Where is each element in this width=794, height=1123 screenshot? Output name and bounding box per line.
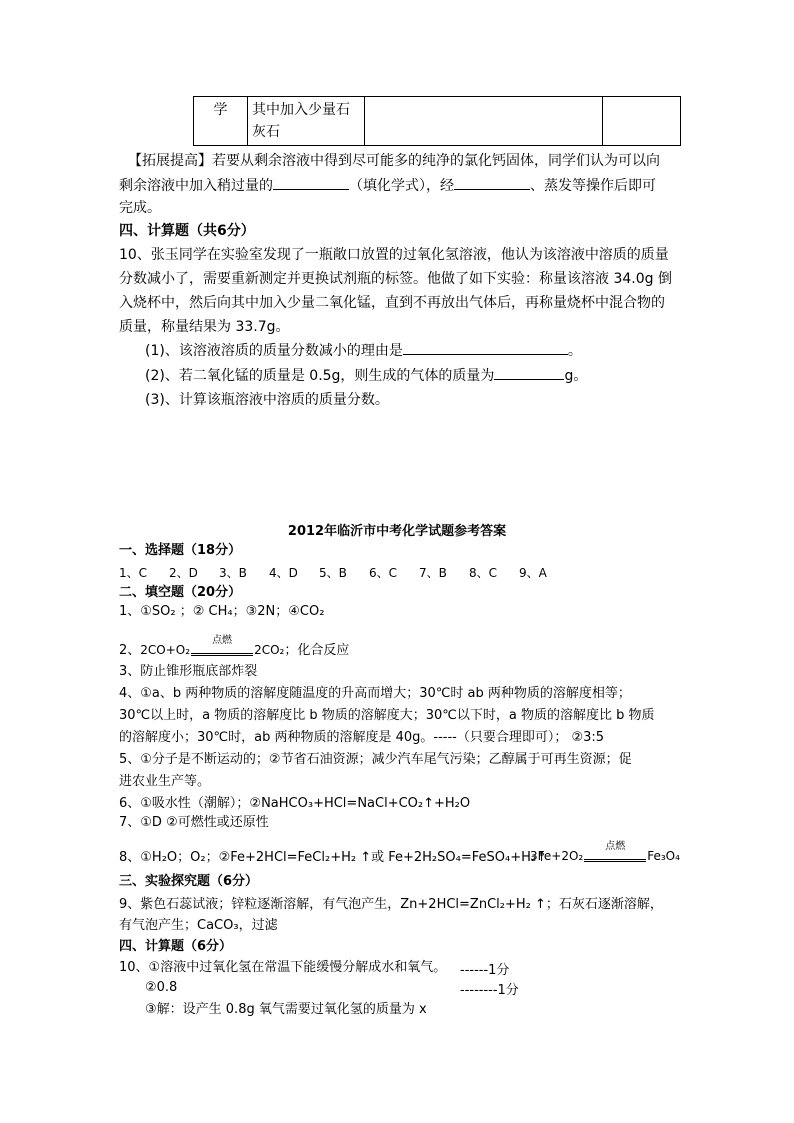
choice-answer: 3、B (219, 566, 247, 580)
score: --------1分 (460, 983, 519, 998)
answer-5: 进农业生产等。 (119, 774, 211, 789)
section-heading: 四、计算题（6分） (119, 939, 233, 954)
answer-10: 10、①溶液中过氧化氢在常温下能缓慢分解成水和氧气。 (119, 960, 447, 975)
choice-answer: 8、C (469, 566, 498, 580)
answer-9: 9、紫色石蕊试液；锌粒逐渐溶解，有气泡产生，Zn+2HCl=ZnCl₂+H₂ ↑；石灰石逐渐溶解， (119, 897, 663, 912)
answer-7: 7、①D ②可燃性或还原性 (119, 815, 269, 830)
text: 剩余溶液中加入稍过量的 (119, 178, 273, 194)
text: 、蒸发等操作后即可 (530, 178, 656, 194)
answer-4: 4、①a、b 两种物质的溶解度随温度的升高而增大；30℃时 ab 两种物质的溶解度相等； (119, 686, 631, 701)
sub-question-2 (145, 367, 587, 385)
choice-answers (119, 564, 547, 582)
answer-5: 5、①分子是不断运动的；②节省石油资源；减少汽车尾气污染；乙醇属于可再生资源；促 (119, 752, 632, 767)
answer-4: 30℃以上时，a 物质的溶解度比 b 物质的溶解度大；30℃以下时，a 物质的溶解度比 b 物质 (119, 708, 655, 723)
answer-blank (403, 342, 568, 355)
answer-blank (494, 367, 564, 380)
reaction-arrow (191, 635, 253, 656)
text: g。 (564, 368, 588, 384)
section-heading: 一、选择题（18分） (119, 543, 242, 558)
text: 2、 (119, 643, 141, 658)
text: (2)、若二氧化锰的质量是 0.5g，则生成的气体的质量为 (145, 368, 495, 384)
choice-answer: 1、C (119, 566, 148, 580)
table-cell (365, 97, 603, 146)
question-10-line: 入烧杯中，然后向其中加入少量二氧化锰，直到不再放出气体后，再称量烧杯中混合物的 (119, 295, 665, 311)
sub-question-1 (145, 342, 582, 360)
equation-right: Fe₃O₄ (647, 849, 680, 863)
reaction-condition: 点燃 (212, 635, 233, 646)
answer-title: 2012年临沂市中考化学试题参考答案 (287, 524, 507, 539)
answer-4: 的溶解度小；30℃时，ab 两种物质的溶解度是 40g。-----（只要合理即可）； ②3:5 (119, 730, 605, 745)
question-10-line: 质量，称量结果为 33.7g。 (119, 319, 290, 335)
answer-10: ③解：设产生 0.8g 氧气需要过氧化氢的质量为 x (145, 1002, 427, 1017)
text: ；化合反应 (284, 643, 350, 658)
extension-line-1: 【拓展提高】若要从剩余溶液中得到尽可能多的纯净的氯化钙固体，同学们认为可以向 (128, 153, 660, 169)
text: 。 (567, 343, 582, 359)
extension-line-3: 完成。 (119, 200, 161, 216)
text: (1)、该溶液溶质的质量分数减小的理由是 (145, 343, 403, 359)
answer-6: 6、①吸水性（潮解）；②NaHCO₃+HCl=NaCl+CO₂↑+H₂O (119, 796, 471, 811)
equation-left: 2CO+O₂ (140, 643, 191, 657)
table-cell: 学 (194, 97, 248, 146)
score: ------1分 (460, 963, 510, 978)
equation-right: 2CO₂ (254, 643, 285, 657)
sub-question-3: (3)、计算该瓶溶液中溶质的质量分数。 (145, 392, 389, 408)
experiment-table (193, 96, 681, 146)
answer-9: 有气泡产生；CaCO₃，过滤 (119, 918, 278, 933)
reaction-arrow (584, 841, 646, 862)
choice-answer: 6、C (369, 566, 398, 580)
equation-left: 3Fe+2O₂ (530, 849, 584, 863)
answer-blank (454, 177, 530, 190)
table-row (194, 97, 681, 146)
question-10-line: 10、张玉同学在实验室发现了一瓶敞口放置的过氧化氢溶液，他认为该溶液中溶质的质量 (119, 247, 669, 263)
section-heading: 三、实验探究题（6分） (119, 874, 259, 889)
question-10-line: 分数减小了，需要重新测定并更换试剂瓶的标签。他做了如下实验：称量该溶液 34.0g 倒 (119, 271, 672, 287)
choice-answer: 7、B (419, 566, 447, 580)
answer-1: 1、①SO₂ ；② CH₄；③2N；④CO₂ (119, 604, 325, 619)
answer-2 (119, 635, 350, 660)
extension-line-2 (119, 177, 656, 195)
section-heading: 二、填空题（20分） (119, 585, 242, 600)
reaction-condition: 点燃 (605, 841, 626, 852)
table-cell (603, 97, 681, 146)
choice-answer: 9、A (519, 566, 547, 580)
table-cell: 其中加入少量石灰石 (248, 97, 365, 146)
answer-8-equation (530, 841, 680, 865)
choice-answer: 2、D (169, 566, 198, 580)
answer-3: 3、防止锥形瓶底部炸裂 (119, 664, 258, 679)
answer-10: ②0.8 (145, 980, 178, 995)
choice-answer: 4、D (269, 566, 298, 580)
choice-answer: 5、B (319, 566, 347, 580)
section-heading: 四、计算题（共6分） (119, 223, 255, 239)
answer-8: 8、①H₂O；O₂；②Fe+2HCl=FeCl₂+H₂ ↑或 Fe+2H₂SO₄=FeSO₄+H₂↑ (119, 850, 547, 865)
text: （填化学式），经 (349, 178, 454, 194)
answer-blank (273, 177, 349, 190)
